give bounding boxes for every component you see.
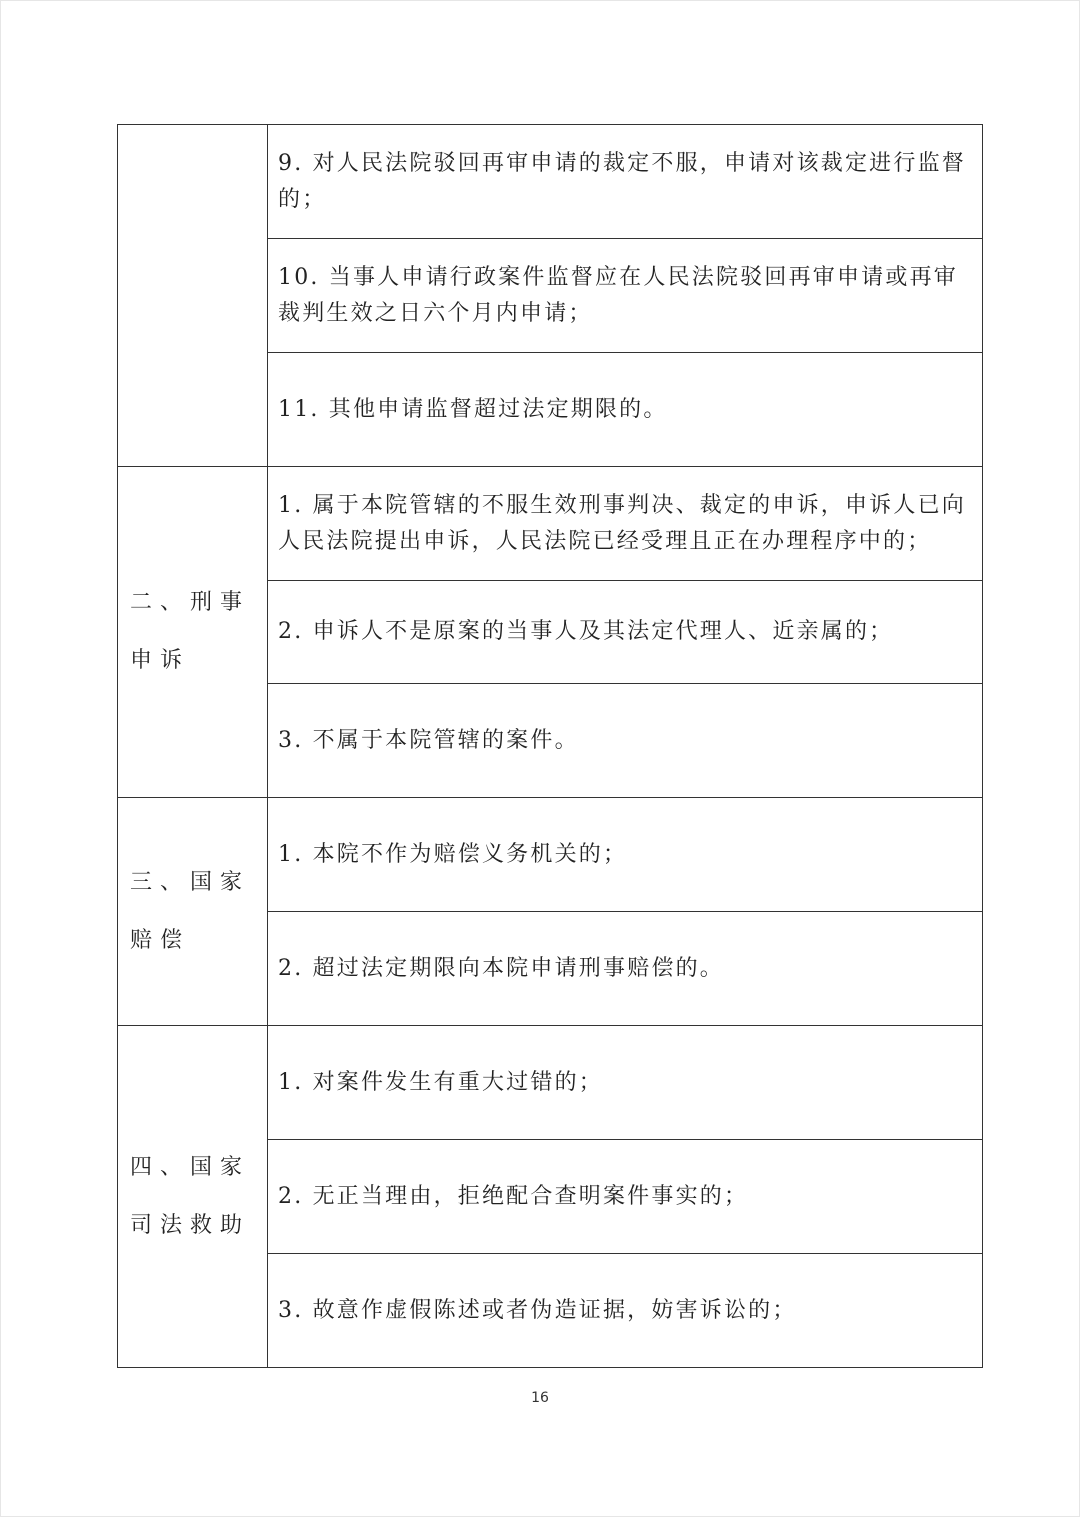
table-row	[118, 125, 983, 239]
item-text: 10. 当事人申请行政案件监督应在人民法院驳回再审申请或再审裁判生效之日六个月内申请；	[278, 264, 958, 326]
page-number: 16	[531, 1390, 549, 1406]
document-table	[117, 124, 983, 1368]
item-text: 9. 对人民法院驳回再审申请的裁定不服，申请对该裁定进行监督的；	[278, 150, 966, 212]
item-cell	[268, 1140, 983, 1254]
category-cell	[118, 467, 268, 798]
category-label: 四、国家司法救助	[130, 1154, 251, 1238]
item-cell	[268, 1026, 983, 1140]
item-cell	[268, 684, 983, 798]
item-text: 3. 不属于本院管辖的案件。	[278, 727, 579, 753]
item-text: 1. 本院不作为赔偿义务机关的；	[278, 841, 628, 867]
item-text: 2. 无正当理由，拒绝配合查明案件事实的；	[278, 1183, 749, 1209]
category-cell	[118, 125, 268, 467]
table-row	[118, 798, 983, 912]
table-row	[118, 467, 983, 581]
item-text: 1. 对案件发生有重大过错的；	[278, 1069, 603, 1095]
item-cell	[268, 467, 983, 581]
category-label: 三、国家赔偿	[130, 869, 251, 953]
item-cell	[268, 125, 983, 239]
item-cell	[268, 581, 983, 684]
table-row	[118, 1026, 983, 1140]
item-text: 2. 超过法定期限向本院申请刑事赔偿的。	[278, 955, 724, 981]
item-cell	[268, 1254, 983, 1368]
category-label: 二、刑事申诉	[130, 590, 251, 673]
category-cell	[118, 798, 268, 1026]
item-text: 3. 故意作虚假陈述或者伪造证据，妨害诉讼的；	[278, 1297, 797, 1323]
item-cell	[268, 239, 983, 353]
item-text: 1. 属于本院管辖的不服生效刑事判决、裁定的申诉，申诉人已向人民法院提出申诉，人民法院已经受理且正在办理程序中的；	[278, 492, 966, 554]
item-cell	[268, 353, 983, 467]
item-cell	[268, 798, 983, 912]
item-cell	[268, 912, 983, 1026]
item-text: 11. 其他申请监督超过法定期限的。	[278, 396, 668, 422]
item-text: 2. 申诉人不是原案的当事人及其法定代理人、近亲属的；	[278, 619, 894, 644]
category-cell	[118, 1026, 268, 1368]
